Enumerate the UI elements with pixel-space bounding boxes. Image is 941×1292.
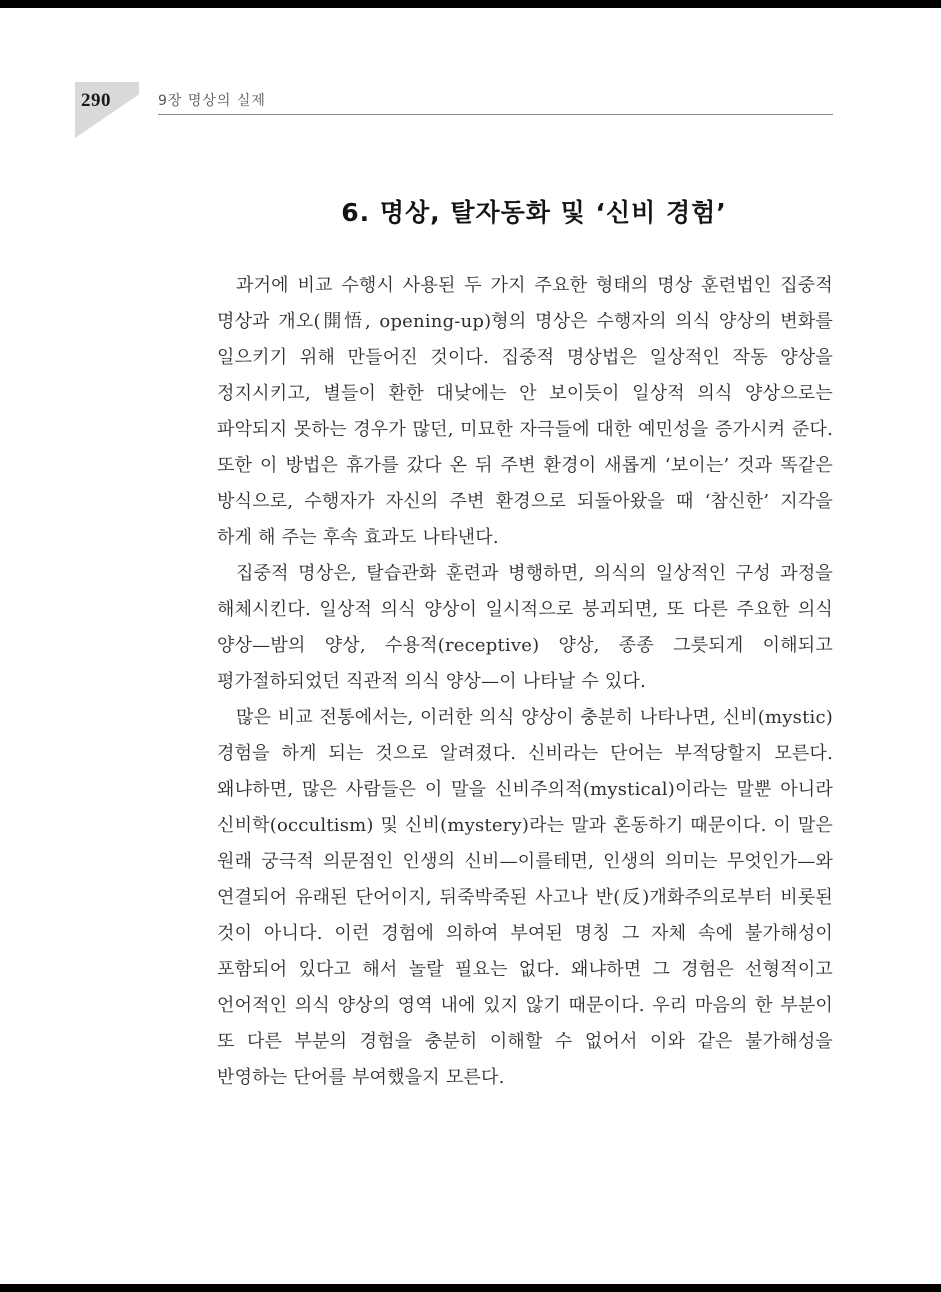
section-title: 6. 명상, 탈자동화 및 ‘신비 경험’ <box>341 198 727 227</box>
paragraph-3: 많은 비교 전통에서는, 이러한 의식 양상이 충분히 나타나면, 신비(mystic) 경험을 하게 되는 것으로 알려졌다. 신비라는 단어는 부적당할지 모른다. 왜냐하면, 많은 사람들은 이 말을 신비주의적(mystical)이라는 말뿐 아니라 신비학(occultism) 및 신비(mystery)라는 말과 혼동하기 때문이다. 이 말은 원래 궁극적 의문점인 인생의 신비—이를테면, 인생의 의미는 무엇인가—와 연결되어 유래된 단어이지, 뒤죽박죽된 사고나 반(反)개화주의로부터 비롯된 것이 아니다. 이런 경험에 의하여 부여된 명칭 그 자체 속에 불가해성이 포함되어 있다고 해서 놀랄 필요는 없다. 왜냐하면 그 경험은 선형적이고 언어적인 의식 양상의 영역 내에 있지 않기 때문이다. 우리 마음의 한 부분이 또 다른 부분의 경험을 충분히 이해할 수 없어서 이와 같은 불가해성을 반영하는 단어를 부여했을지 모른다. <box>217 707 833 1088</box>
bottom-border <box>0 1284 941 1292</box>
paragraph-1: 과거에 비교 수행시 사용된 두 가지 주요한 형태의 명상 훈련법인 집중적 명상과 개오(開悟, opening-up)형의 명상은 수행자의 의식 양상의 변화를 일으키기 위해 만들어진 것이다. 집중적 명상법은 일상적인 작동 양상을 정지시키고, 별들이 환한 대낮에는 안 보이듯이 일상적 의식 양상으로는 파악되지 못하는 경우가 많던, 미묘한 자극들에 대한 예민성을 증가시켜 준다. 또한 이 방법은 휴가를 갔다 온 뒤 주변 환경이 새롭게 ‘보이는’ 것과 똑같은 방식으로, 수행자가 자신의 주변 환경으로 되돌아왔을 때 ‘참신한’ 지각을 하게 해 주는 후속 효과도 나타낸다. <box>217 275 833 548</box>
paragraph-2: 집중적 명상은, 탈습관화 훈련과 병행하면, 의식의 일상적인 구성 과정을 해체시킨다. 일상적 의식 양상이 일시적으로 붕괴되면, 또 다른 주요한 의식 양상—밤의 양상, 수용적(receptive) 양상, 종종 그릇되게 이해되고 평가절하되었던 직관적 의식 양상—이 나타날 수 있다. <box>217 563 833 692</box>
running-head: 9장 명상의 실제 <box>158 93 266 109</box>
page-number: 290 <box>81 90 111 111</box>
top-border <box>0 0 941 8</box>
body-text <box>217 268 833 1096</box>
header-divider <box>158 114 833 115</box>
